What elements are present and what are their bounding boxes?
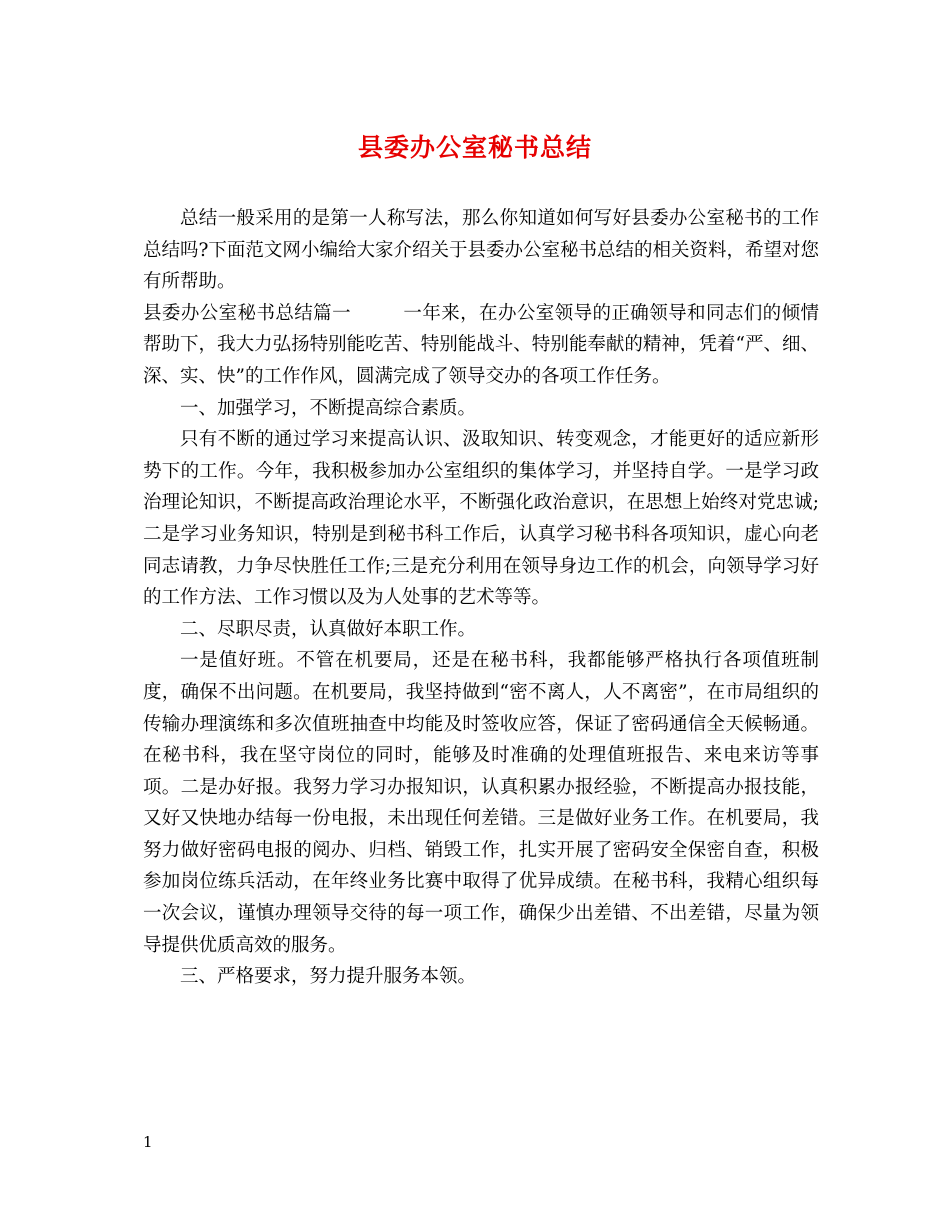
heading-study: 一、加强学习，不断提高综合素质。 — [180, 397, 477, 419]
heading-service: 三、严格要求，努力提升服务本领。 — [180, 966, 477, 988]
document-title: 县委办公室秘书总结 — [357, 133, 592, 162]
heading-duty: 二、尽职尽责，认真做好本职工作。 — [180, 618, 477, 640]
duty-paragraph: 一是值好班。不管在机要局，还是在秘书科，我都能够严格执行各项值班制度，确保不出问题。在机要局，我坚持做到“密不离人，人不离密”，在市局组织的传输办理演练和多次值班抽查中均能及时签收应答，保证了密码通信全天候畅通。在秘书科，我在坚守岗位的同时，能够及时准确的处理值班报告、来电来访等事项。二是办好报。我努力学习办报知识，认真积累办报经验，不断提高办报技能，又好又快地办结每一份电报，未出现任何差错。三是做好业务工作。在机要局，我努力做好密码电报的阅办、归档、销毁工作，扎实开展了密码安全保密自查，积极参加岗位练兵活动，在年终业务比赛中取得了优异成绩。在秘书科，我精心组织每一次会议，谨慎办理领导交待的每一项工作，确保少出差错、不出差错，尽量为领导提供优质高效的服务。 — [143, 650, 819, 956]
section-heading: 县委办公室秘书总结篇一 — [143, 302, 351, 324]
page-number: 1 — [143, 1133, 153, 1151]
section-opening-text: 一年来，在办公室领导的正确领导和同志们的倾情帮助下，我大力弘扬特别能吃苦、特别能战斗、特别能奉献的精神，凭着“严、细、深、实、快”的工作作风，圆满完成了领导交办的各项工作任务。 — [143, 302, 819, 387]
intro-paragraph: 总结一般采用的是第一人称写法，那么你知道如何写好县委办公室秘书的工作总结吗?下面范文网小编给大家介绍关于县委办公室秘书总结的相关资料，希望对您有所帮助。 — [143, 208, 819, 293]
section-paragraph — [143, 298, 819, 393]
study-paragraph: 只有不断的通过学习来提高认识、汲取知识、转变观念，才能更好的适应新形势下的工作。今年，我积极参加办公室组织的集体学习，并坚持自学。一是学习政治理论知识，不断提高政治理论水平，不断强化政治意识，在思想上始终对党忠诚;二是学习业务知识，特别是到秘书科工作后，认真学习秘书科各项知识，虚心向老同志请教，力争尽快胜任工作;三是充分利用在领导身边工作的机会，向领导学习好的工作方法、工作习惯以及为人处事的艺术等等。 — [143, 429, 819, 609]
document-body — [143, 203, 819, 993]
